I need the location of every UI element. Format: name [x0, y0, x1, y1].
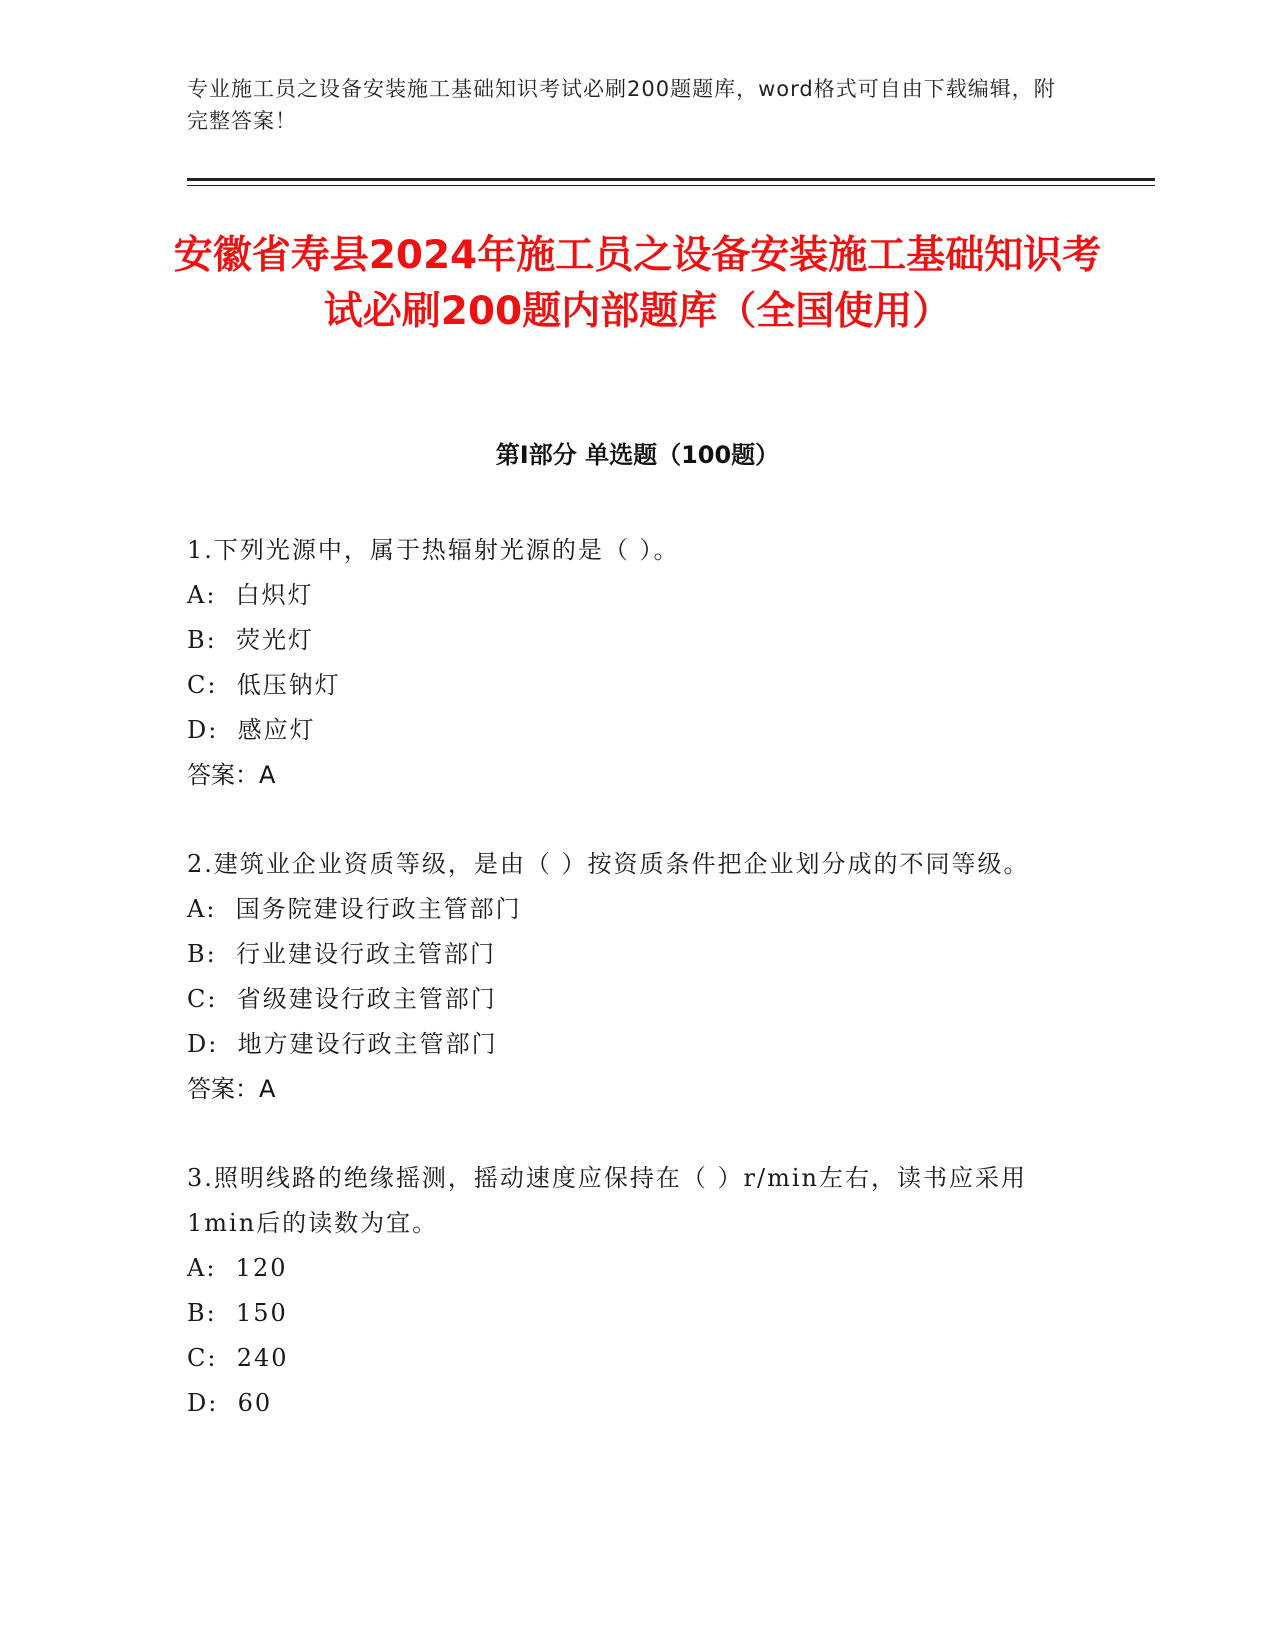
question-stem: 2.建筑业企业资质等级，是由（ ）按资质条件把企业划分成的不同等级。	[187, 850, 1030, 878]
option-c: C: 240	[187, 1344, 289, 1372]
question-stem: 1.下列光源中，属于热辐射光源的是（ ）。	[187, 536, 680, 564]
option-d: D: 60	[187, 1389, 273, 1417]
question-1	[187, 528, 1067, 798]
option-a: A: 白炽灯	[187, 581, 314, 609]
document-title: 安徽省寿县2024年施工员之设备安装施工基础知识考试必刷200题内部题库（全国使用）	[173, 233, 1102, 334]
option-d: D: 地方建设行政主管部门	[187, 1030, 498, 1058]
answer-line: 答案：A	[187, 1075, 276, 1103]
option-c: C: 省级建设行政主管部门	[187, 985, 497, 1013]
option-c: C: 低压钠灯	[187, 671, 341, 699]
question-2	[187, 842, 1067, 1112]
question-3	[187, 1156, 1067, 1426]
question-list	[187, 528, 1067, 1470]
option-b: B: 行业建设行政主管部门	[187, 940, 496, 968]
option-b: B: 荧光灯	[187, 626, 314, 654]
section-title: 第I部分 单选题（100题）	[495, 441, 780, 469]
option-a: A: 国务院建设行政主管部门	[187, 895, 522, 923]
answer-line: 答案：A	[187, 761, 276, 789]
question-stem: 3.照明线路的绝缘摇测，摇动速度应保持在（ ）r/min左右，读书应采用1min后的读数为宜。	[187, 1164, 1027, 1237]
header-note: 专业施工员之设备安装施工基础知识考试必刷200题题库，word格式可自由下载编辑，附完整答案！	[187, 77, 1056, 133]
option-d: D: 感应灯	[187, 716, 316, 744]
header-divider-thin	[187, 185, 1155, 186]
header-divider-thick	[187, 178, 1155, 181]
option-a: A: 120	[187, 1254, 288, 1282]
option-b: B: 150	[187, 1299, 288, 1327]
